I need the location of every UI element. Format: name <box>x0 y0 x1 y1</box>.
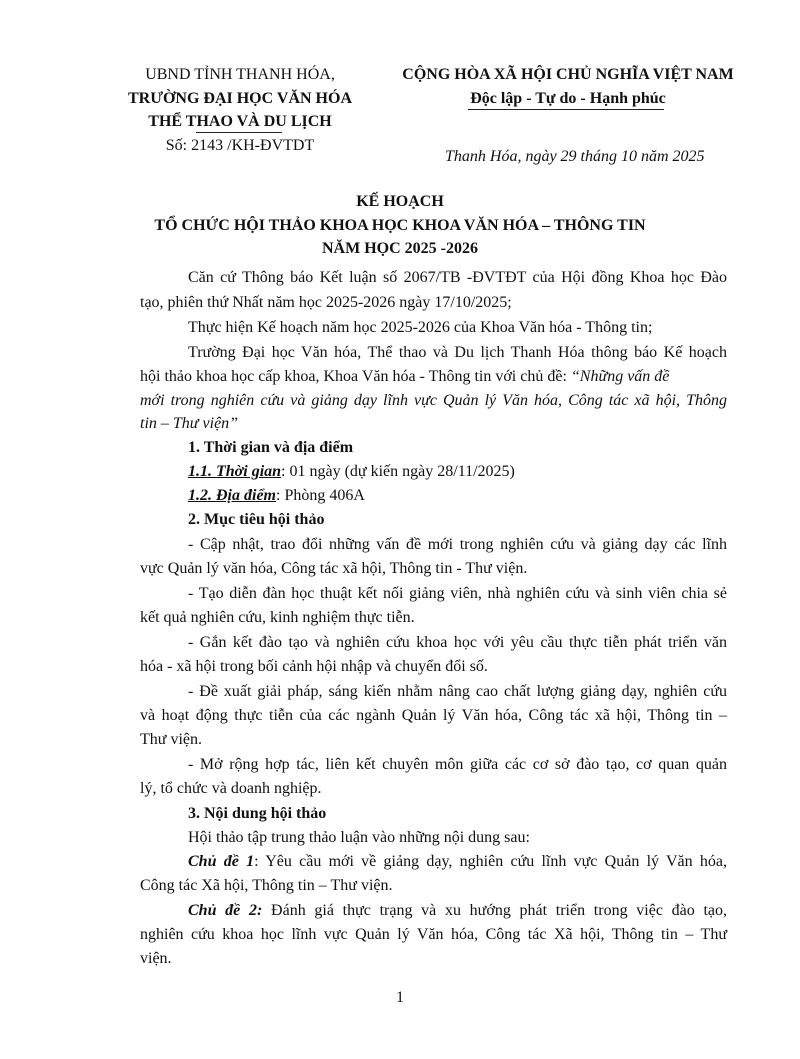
school-year: NĂM HỌC 2025 -2026 <box>322 240 478 257</box>
topic-2-line2: nghiên cứu khoa học lĩnh vực Quản lý Văn hóa, Công tác Xã hội, Thông tin – Thư <box>140 926 727 943</box>
topic-1-line1: Chủ đề 1: Yêu cầu mới về giảng dạy, nghiên cứu lĩnh vực Quản lý Văn hóa, <box>188 853 728 870</box>
date-place: Thanh Hóa, ngày 29 tháng 10 năm 2025 <box>445 148 705 165</box>
nation-motto: Độc lập - Tự do - Hạnh phúc <box>470 90 666 107</box>
section-3-heading: 3. Nội dung hội thảo <box>188 805 327 822</box>
section-3-intro: Hội thảo tập trung thảo luận vào những nội dung sau: <box>188 829 530 846</box>
goal-1-line1: - Cập nhật, trao đổi những vấn đề mới trong nghiên cứu và giảng dạy các lĩnh <box>188 536 727 553</box>
topic-2-line1: Chủ đề 2: Đánh giá thực trạng và xu hướng phát triển trong việc đào tạo, <box>188 902 728 919</box>
document-title: TỔ CHỨC HỘI THẢO KHOA HỌC KHOA VĂN HÓA – THÔNG TIN <box>154 217 646 234</box>
agency-line-3: THỂ THAO VÀ DU LỊCH <box>148 113 332 130</box>
agency-line-1: UBND TỈNH THANH HÓA, <box>145 66 335 83</box>
goal-2-line1: - Tạo diễn đàn học thuật kết nối giảng viên, nhà nghiên cứu và sinh viên chia sẻ <box>188 585 727 602</box>
section-1-heading: 1. Thời gian và địa điểm <box>188 439 354 456</box>
goal-4-line3: Thư viện. <box>140 731 202 748</box>
intro-p3-line4: tin – Thư viện” <box>140 415 239 432</box>
goal-4-line1: - Đề xuất giải pháp, sáng kiến nhằm nâng cao chất lượng giảng dạy, nghiên cứu <box>188 683 727 700</box>
intro-p1-line2: tạo, phiên thứ Nhất năm học 2025-2026 ngày 17/10/2025; <box>140 294 512 311</box>
goal-3-line1: - Gắn kết đào tạo và nghiên cứu khoa học với yêu cầu thực tiễn phát triển văn <box>188 634 727 651</box>
document-type: KẾ HOẠCH <box>356 193 444 210</box>
document-number: Số: 2143 /KH-ĐVTDT <box>165 137 315 154</box>
page-number: 1 <box>396 989 404 1006</box>
intro-p3-line1: Trường Đại học Văn hóa, Thể thao và Du lịch Thanh Hóa thông báo Kế hoạch <box>188 344 727 361</box>
section-1-place: 1.2. Địa điểm: Phòng 406A <box>188 487 365 504</box>
intro-p3-line2: hội thảo khoa học cấp khoa, Khoa Văn hóa - Thông tin với chủ đề: “Những vấn đề <box>140 368 670 385</box>
topic-1-line2: Công tác Xã hội, Thông tin – Thư viện. <box>140 877 393 894</box>
intro-p1-line1: Căn cứ Thông báo Kết luận số 2067/TB -ĐVTĐT của Hội đồng Khoa học Đào <box>188 269 727 286</box>
goal-2-line2: kết quả nghiên cứu, kinh nghiệm thực tiễn. <box>140 609 415 626</box>
section-1-time: 1.1. Thời gian: 01 ngày (dự kiến ngày 28/11/2025) <box>188 463 515 480</box>
section-2-heading: 2. Mục tiêu hội thảo <box>188 511 325 528</box>
intro-p2: Thực hiện Kế hoạch năm học 2025-2026 của Khoa Văn hóa - Thông tin; <box>188 319 653 336</box>
intro-p3-line3: mới trong nghiên cứu và giảng dạy lĩnh vực Quản lý Văn hóa, Công tác xã hội, Thông <box>140 392 727 409</box>
agency-underline <box>196 132 282 133</box>
goal-5-line1: - Mở rộng hợp tác, liên kết chuyên môn giữa các cơ sở đào tạo, cơ quan quản <box>188 756 727 773</box>
goal-5-line2: lý, tổ chức và doanh nghiệp. <box>140 780 322 797</box>
goal-4-line2: và hoạt động thực tiễn của các ngành Quản lý Văn hóa, Công tác xã hội, Thông tin – <box>140 707 727 724</box>
nation-title: CỘNG HÒA XÃ HỘI CHỦ NGHĨA VIỆT NAM <box>402 66 734 83</box>
motto-underline <box>468 109 664 110</box>
goal-1-line2: vực Quản lý văn hóa, Công tác xã hội, Thông tin - Thư viện. <box>140 560 528 577</box>
agency-line-2: TRƯỜNG ĐẠI HỌC VĂN HÓA <box>127 90 352 107</box>
goal-3-line2: hóa - xã hội trong bối cảnh hội nhập và chuyển đổi số. <box>140 658 488 675</box>
topic-2-line3: viện. <box>140 950 172 967</box>
